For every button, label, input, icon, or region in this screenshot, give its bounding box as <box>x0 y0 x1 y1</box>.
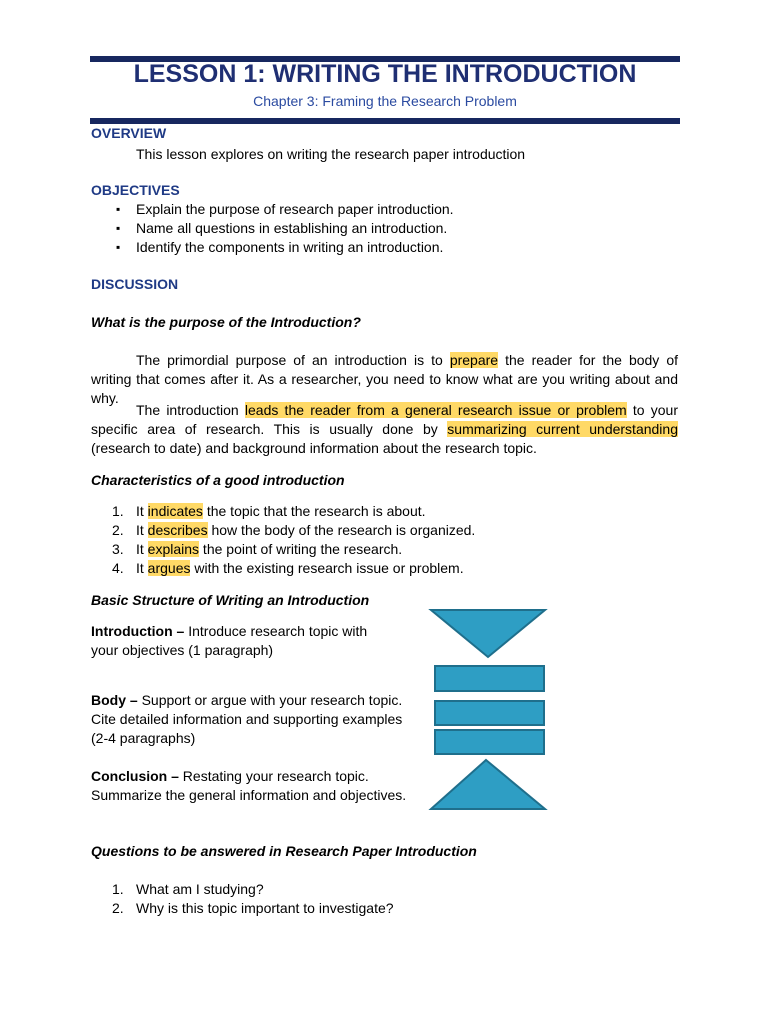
list-item: 4. It argues with the existing research issue or problem. <box>112 560 464 576</box>
list-item: 2. Why is this topic important to investigate? <box>112 900 394 916</box>
list-item: 2. It describes how the body of the research is organized. <box>112 522 476 538</box>
structure-introduction: Introduction – Introduce research topic with your objectives (1 paragraph) <box>91 623 368 658</box>
purpose-paragraph-1: The primordial purpose of an introduction is to prepare the reader for the body of writing that comes after it. As a researcher, you need to know what are you writing about and why. <box>91 352 678 406</box>
highlight: summarizing current understanding <box>447 421 678 437</box>
characteristics-list <box>112 502 475 578</box>
list-item: ▪ Explain the purpose of research paper introduction. <box>116 200 454 219</box>
list-item: ▪ Identify the components in writing an introduction. <box>116 238 454 257</box>
overview-text: This lesson explores on writing the research paper introduction <box>136 146 526 162</box>
list-item: 1. What am I studying? <box>112 881 264 897</box>
highlight: leads the reader from a general research issue or problem <box>244 402 627 418</box>
purpose-heading: What is the purpose of the Introduction? <box>91 314 361 330</box>
list-item: ▪ Name all questions in establishing an introduction. <box>116 219 454 238</box>
page-title: LESSON 1: WRITING THE INTRODUCTION <box>133 60 637 88</box>
questions-list <box>112 880 394 918</box>
page-subtitle: Chapter 3: Framing the Research Problem <box>253 93 517 109</box>
body-block-1 <box>435 666 544 691</box>
objectives-heading: OBJECTIVES <box>91 182 180 198</box>
overview-heading: OVERVIEW <box>91 125 167 141</box>
highlight: prepare <box>449 352 499 368</box>
body-block-2 <box>435 701 544 725</box>
structure-conclusion: Conclusion – Restating your research topic. Summarize the general information and objectives. <box>91 768 407 803</box>
body-block-3 <box>435 730 544 754</box>
introduction-triangle <box>431 610 545 657</box>
structure-body: Body – Support or argue with your research topic. Cite detailed information and supporting examples (2-4 paragraphs) <box>91 692 403 746</box>
questions-heading: Questions to be answered in Research Paper Introduction <box>91 843 477 859</box>
structure-heading: Basic Structure of Writing an Introduction <box>91 592 370 608</box>
discussion-heading: DISCUSSION <box>91 276 179 292</box>
header-bottom-rule <box>90 118 680 124</box>
list-item: 3. It explains the point of writing the research. <box>112 541 403 557</box>
purpose-paragraph-2: The introduction leads the reader from a general research issue or problem to your specific area of research. This is usually done by summarizing current understanding (research to date) and background information about the research topic. <box>91 402 678 456</box>
conclusion-triangle <box>431 760 545 809</box>
list-item: 1. It indicates the topic that the research is about. <box>112 503 426 519</box>
structure-diagram <box>428 607 550 813</box>
objectives-list <box>116 200 454 257</box>
characteristics-heading: Characteristics of a good introduction <box>91 472 345 488</box>
